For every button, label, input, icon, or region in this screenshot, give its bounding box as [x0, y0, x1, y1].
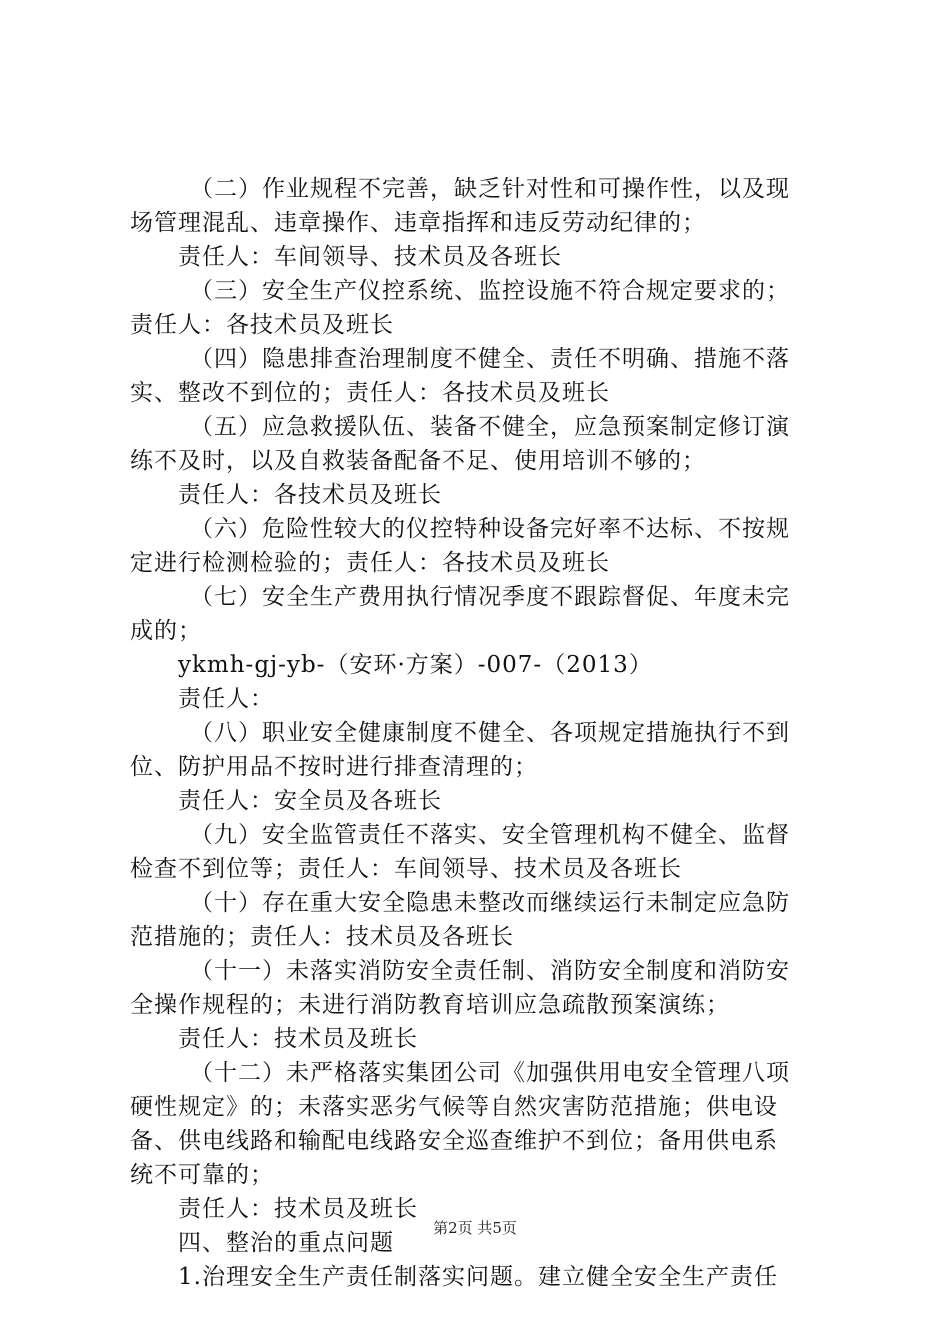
paragraph-line: （七）安全生产费用执行情况季度不跟踪督促、年度未完 — [190, 584, 790, 610]
paragraph-line: 范措施的；责任人：技术员及各班长 — [130, 924, 514, 950]
document-code-line: ykmh-gj-yb-（安环·方案）-007-（2013） — [178, 652, 653, 678]
paragraph-line: （四）隐患排查治理制度不健全、责任不明确、措施不落 — [190, 346, 790, 372]
paragraph-line: 责任人：车间领导、技术员及各班长 — [178, 244, 562, 270]
document-body — [130, 172, 830, 1294]
paragraph-line: 定进行检测检验的；责任人：各技术员及班长 — [130, 550, 610, 576]
paragraph-line: 统不可靠的； — [130, 1162, 274, 1188]
paragraph-line: 责任人： — [178, 686, 274, 712]
paragraph-line: 位、防护用品不按时进行排查清理的； — [130, 754, 538, 780]
paragraph-line: 责任人：技术员及班长 — [178, 1196, 418, 1222]
paragraph-line: 责任人：各技术员及班长 — [130, 312, 394, 338]
paragraph-line: 责任人：各技术员及班长 — [178, 482, 442, 508]
paragraph-line: 责任人：安全员及各班长 — [178, 788, 442, 814]
paragraph-line: 成的； — [130, 618, 202, 644]
paragraph-line: 全操作规程的；未进行消防教育培训应急疏散预案演练； — [130, 992, 730, 1018]
page-number-footer: 第2页 共5页 — [433, 1219, 517, 1237]
paragraph-line: （十二）未严格落实集团公司《加强供用电安全管理八项 — [190, 1060, 790, 1086]
paragraph-line: 场管理混乱、违章操作、违章指挥和违反劳动纪律的； — [130, 210, 706, 236]
paragraph-line: 检查不到位等；责任人：车间领导、技术员及各班长 — [130, 856, 682, 882]
paragraph-line: （五）应急救援队伍、装备不健全，应急预案制定修订演 — [190, 414, 790, 440]
paragraph-line: （八）职业安全健康制度不健全、各项规定措施执行不到 — [190, 720, 790, 746]
paragraph-line: 练不及时，以及自救装备配备不足、使用培训不够的； — [130, 448, 706, 474]
paragraph-line: 硬性规定》的；未落实恶劣气候等自然灾害防范措施；供电设 — [130, 1094, 778, 1120]
paragraph-line: 实、整改不到位的；责任人：各技术员及班长 — [130, 380, 610, 406]
paragraph-line: （十）存在重大安全隐患未整改而继续运行未制定应急防 — [190, 890, 790, 916]
paragraph-line: 责任人：技术员及班长 — [178, 1026, 418, 1052]
paragraph-line: （九）安全监管责任不落实、安全管理机构不健全、监督 — [190, 822, 790, 848]
paragraph-line: （六）危险性较大的仪控特种设备完好率不达标、不按规 — [190, 516, 790, 542]
paragraph-line: （二）作业规程不完善，缺乏针对性和可操作性，以及现 — [190, 176, 790, 202]
section-heading: 四、整治的重点问题 — [178, 1230, 394, 1256]
paragraph-line: （十一）未落实消防安全责任制、消防安全制度和消防安 — [190, 958, 790, 984]
paragraph-line: （三）安全生产仪控系统、监控设施不符合规定要求的； — [190, 278, 790, 304]
paragraph-line: 备、供电线路和输配电线路安全巡查维护不到位；备用供电系 — [130, 1128, 778, 1154]
paragraph-line: 1.治理安全生产责任制落实问题。建立健全安全生产责任 — [178, 1264, 778, 1290]
